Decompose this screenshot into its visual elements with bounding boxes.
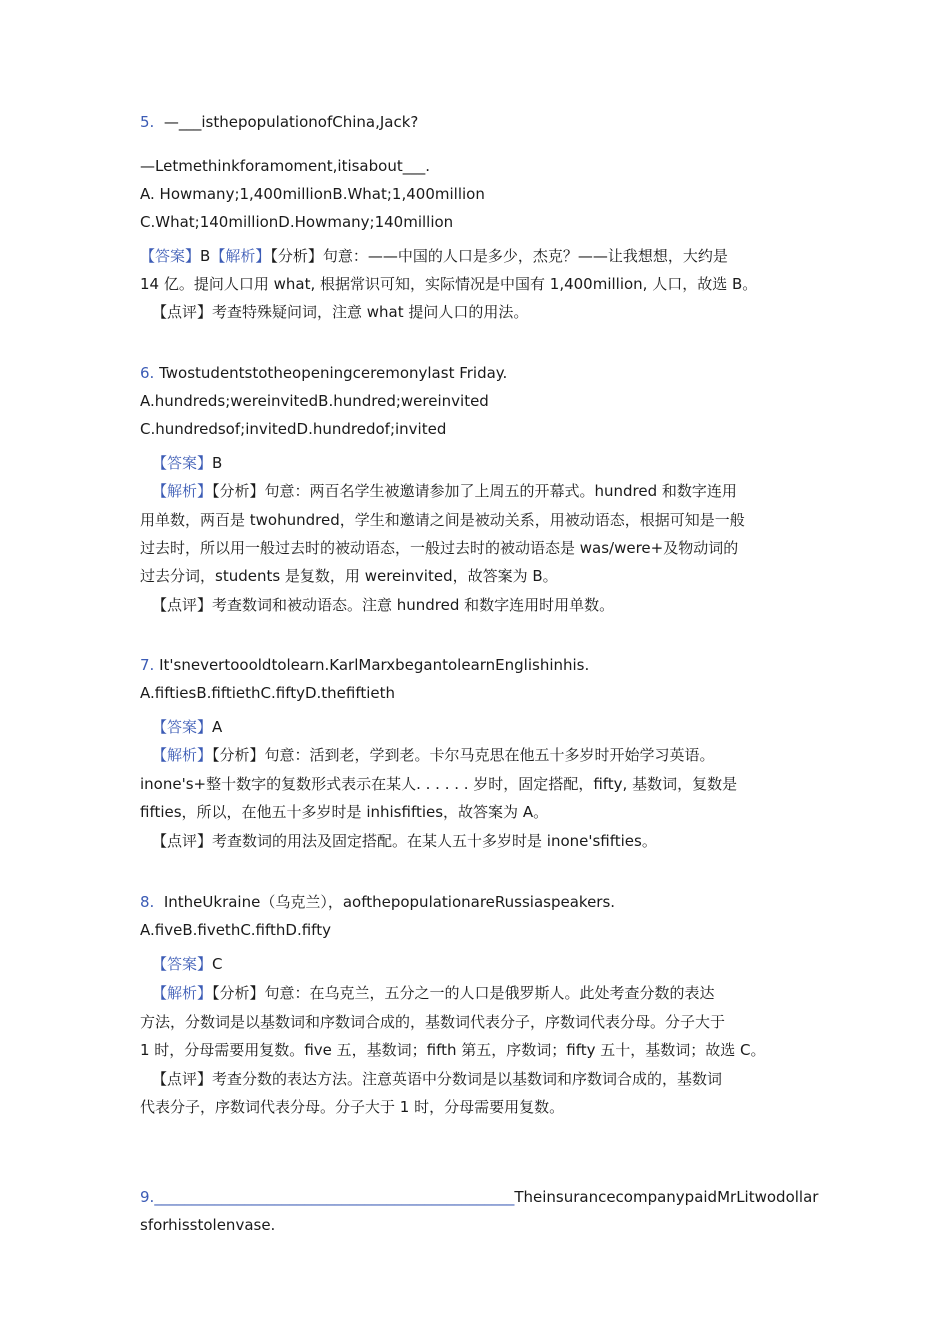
analysis-tag: 【解析】 bbox=[152, 482, 213, 500]
answer-value: C bbox=[212, 955, 223, 973]
question-5-explanation-2: 14 亿。提问人口用 what, 根据常识可知，实际情况是中国有 1,400million, 人口，故选 B。 bbox=[140, 275, 758, 293]
question-6-explanation-2: 用单数，两百是 twohundred，学生和邀请之间是被动关系，用被动语态，根据可知是一般 bbox=[140, 511, 745, 529]
question-7-comment: 【点评】考查数词的用法及固定搭配。在某人五十多岁时是 inone'sfifties。 bbox=[152, 832, 657, 850]
answer-blank: ________________________________________________ bbox=[154, 1188, 515, 1206]
question-7-explanation-2: inone's+整十数字的复数形式表示在某人. . . . . . 岁时，固定搭配，fifty, 基数词，复数是 bbox=[140, 775, 738, 793]
question-5-reply: —Letmethinkforamoment,itisabout___. bbox=[140, 157, 430, 175]
question-number: 7. bbox=[140, 656, 155, 674]
question-7-explanation-3: fifties，所以，在他五十多岁时是 inhisfifties，故答案为 A。 bbox=[140, 803, 549, 821]
question-number: 5. bbox=[140, 113, 155, 131]
question-5-options-2: C.What;140millionD.Howmany;140million bbox=[140, 213, 454, 231]
explanation-text: 【分析】句意：——中国的人口是多少，杰克？——让我想想，大约是 bbox=[270, 247, 728, 265]
question-6-stem bbox=[140, 363, 507, 383]
question-5-options-1: A. Howmany;1,400millionB.What;1,400million bbox=[140, 185, 485, 203]
question-8-stem bbox=[140, 892, 615, 912]
question-7-stem bbox=[140, 655, 589, 675]
question-number: 6. bbox=[140, 364, 155, 382]
answer-value: B bbox=[212, 454, 223, 472]
question-6-explanation-3: 过去时，所以用一般过去时的被动语态，一般过去时的被动语态是 was/were+及物动词的 bbox=[140, 539, 739, 557]
explanation-text: 【分析】句意：在乌克兰，五分之一的人口是俄罗斯人。此处考查分数的表达 bbox=[212, 984, 715, 1002]
question-text: —___isthepopulationofChina,Jack? bbox=[163, 113, 419, 131]
question-9-stem-2: sforhisstolenvase. bbox=[140, 1216, 276, 1234]
question-text: Twostudentstotheopeningceremonylast Friday. bbox=[159, 364, 508, 382]
question-8-answer bbox=[152, 954, 223, 974]
analysis-tag: 【解析】 bbox=[210, 247, 271, 265]
question-6-analysis bbox=[152, 481, 737, 501]
question-8-explanation-2: 方法，分数词是以基数词和序数词合成的，基数词代表分子，序数词代表分母。分子大于 bbox=[140, 1013, 726, 1031]
question-number: 9. bbox=[140, 1188, 155, 1206]
question-text: IntheUkraine（乌克兰），aofthepopulationareRussiaspeakers. bbox=[163, 893, 616, 911]
question-6-explanation-4: 过去分词，students 是复数，用 wereinvited，故答案为 B。 bbox=[140, 567, 558, 585]
question-7-analysis bbox=[152, 745, 715, 765]
question-8-analysis bbox=[152, 983, 715, 1003]
analysis-tag: 【解析】 bbox=[152, 984, 213, 1002]
question-8-options-1: A.fiveB.fivethC.fifthD.fifty bbox=[140, 921, 331, 939]
question-8-explanation-3: 1 时，分母需要用复数。five 五，基数词；fifth 第五，序数词；fifty 五十，基数词；故选 C。 bbox=[140, 1041, 766, 1059]
question-8-comment-2: 代表分子，序数词代表分母。分子大于 1 时，分母需要用复数。 bbox=[140, 1098, 565, 1116]
question-7-options-1: A.fiftiesB.fiftiethC.fiftyD.thefiftieth bbox=[140, 684, 396, 702]
question-5-comment: 【点评】考查特殊疑问词，注意 what 提问人口的用法。 bbox=[152, 303, 529, 321]
question-6-comment: 【点评】考查数词和被动语态。注意 hundred 和数字连用时用单数。 bbox=[152, 596, 615, 614]
question-5-answer bbox=[140, 246, 728, 266]
question-5-stem bbox=[140, 112, 418, 132]
question-7-answer bbox=[152, 717, 222, 737]
answer-value: A bbox=[212, 718, 223, 736]
explanation-text: 【分析】句意：活到老，学到老。卡尔马克思在他五十多岁时开始学习英语。 bbox=[212, 746, 715, 764]
analysis-tag: 【解析】 bbox=[152, 746, 213, 764]
question-text: TheinsurancecompanypaidMrLitwodollar bbox=[514, 1188, 819, 1206]
question-number: 8. bbox=[140, 893, 155, 911]
question-8-comment: 【点评】考查分数的表达方法。注意英语中分数词是以基数词和序数词合成的，基数词 bbox=[152, 1070, 723, 1088]
answer-tag: 【答案】 bbox=[140, 247, 201, 265]
answer-tag: 【答案】 bbox=[152, 454, 213, 472]
question-text: It'snevertoooldtolearn.KarlMarxbegantolearnEnglishinhis. bbox=[159, 656, 590, 674]
question-9-stem bbox=[140, 1187, 818, 1207]
answer-value: B bbox=[200, 247, 211, 265]
answer-tag: 【答案】 bbox=[152, 955, 213, 973]
explanation-text: 【分析】句意：两百名学生被邀请参加了上周五的开幕式。hundred 和数字连用 bbox=[212, 482, 737, 500]
question-6-options-2: C.hundredsof;invitedD.hundredof;invited bbox=[140, 420, 447, 438]
question-6-options-1: A.hundreds;wereinvitedB.hundred;wereinvited bbox=[140, 392, 489, 410]
question-6-answer bbox=[152, 453, 222, 473]
answer-tag: 【答案】 bbox=[152, 718, 213, 736]
